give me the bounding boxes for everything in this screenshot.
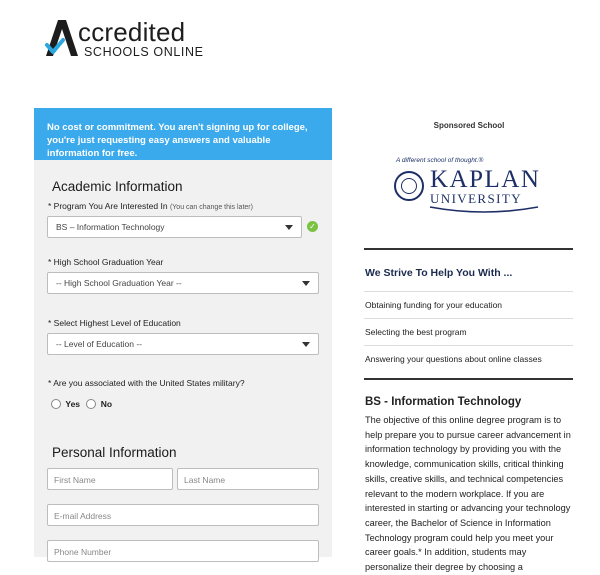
education-select-value: -- Level of Education -- [56,339,142,349]
help-title: We Strive To Help You With ... [365,267,513,279]
chevron-down-icon [302,342,310,347]
military-yes-label[interactable]: Yes [65,398,81,409]
graduation-year-select[interactable] [47,272,319,294]
personal-info-title: Personal Information [52,445,177,460]
graduation-select-value: -- High School Graduation Year -- [56,278,182,288]
program-select[interactable] [47,216,302,238]
check-circle-icon: ✓ [307,221,318,232]
chevron-down-icon [285,225,293,230]
help-item-program: Selecting the best program [365,327,467,337]
education-label: * Select Highest Level of Education [48,318,181,328]
kaplan-tagline: A different school of thought.® [396,157,484,164]
divider [364,345,573,346]
divider [364,291,573,292]
program-select-value: BS – Information Technology [56,222,165,232]
military-no-radio[interactable] [86,399,96,409]
chevron-down-icon [302,281,310,286]
no-cost-banner: No cost or commitment. You aren't signing up for college, you're just requesting easy answers and valuable information for free. [34,108,332,160]
kaplan-university-logo[interactable] [394,157,549,219]
divider [364,248,573,250]
academic-info-title: Academic Information [52,179,183,194]
accredited-a-logo-icon [44,18,80,58]
site-logo[interactable] [44,16,214,60]
help-item-classes: Answering your questions about online classes [365,354,542,364]
sponsored-school-label: Sponsored School [433,121,505,130]
kaplan-wordmark: KAPLAN [430,166,541,193]
graduation-label: * High School Graduation Year [48,257,164,267]
program-description: The objective of this online degree program is to help prepare you to pursue career advancement in information technology by providing you with the knowledge, communication skills, critical thinking skills, creative skills, and technical competencies relevant to the modern workplace. If you are interested in starting or advancing your technology career, the Bachelor of Science in Information Technology program could help you meet your career goals.* In addition, students may personalize their degree by choosing a [365,415,571,573]
education-level-select[interactable] [47,333,319,355]
help-item-funding: Obtaining funding for your education [365,300,503,310]
military-no-label[interactable]: No [100,398,113,409]
logo-subtitle: SCHOOLS ONLINE [84,45,204,59]
military-label: * Are you associated with the United States military? [48,378,245,388]
program-title: BS - Information Technology [365,396,522,408]
kaplan-seal-ring [401,178,417,194]
divider [364,318,573,319]
divider [364,378,573,380]
email-input[interactable]: E-mail Address [47,504,319,526]
request-info-form [34,108,332,557]
program-label [48,201,253,211]
kaplan-seal-icon [394,171,424,201]
program-label-text: * Program You Are Interested In [48,201,168,211]
kaplan-swoosh-icon [428,205,540,215]
last-name-input[interactable]: Last Name [177,468,319,490]
program-label-hint: (You can change this later) [169,204,253,211]
military-radio-group [51,398,116,410]
logo-wordmark: ccredited [78,17,186,47]
kaplan-university-word: UNIVERSITY [430,191,522,206]
military-yes-radio[interactable] [51,399,61,409]
first-name-input[interactable]: First Name [47,468,173,490]
phone-input[interactable]: Phone Number [47,540,319,562]
